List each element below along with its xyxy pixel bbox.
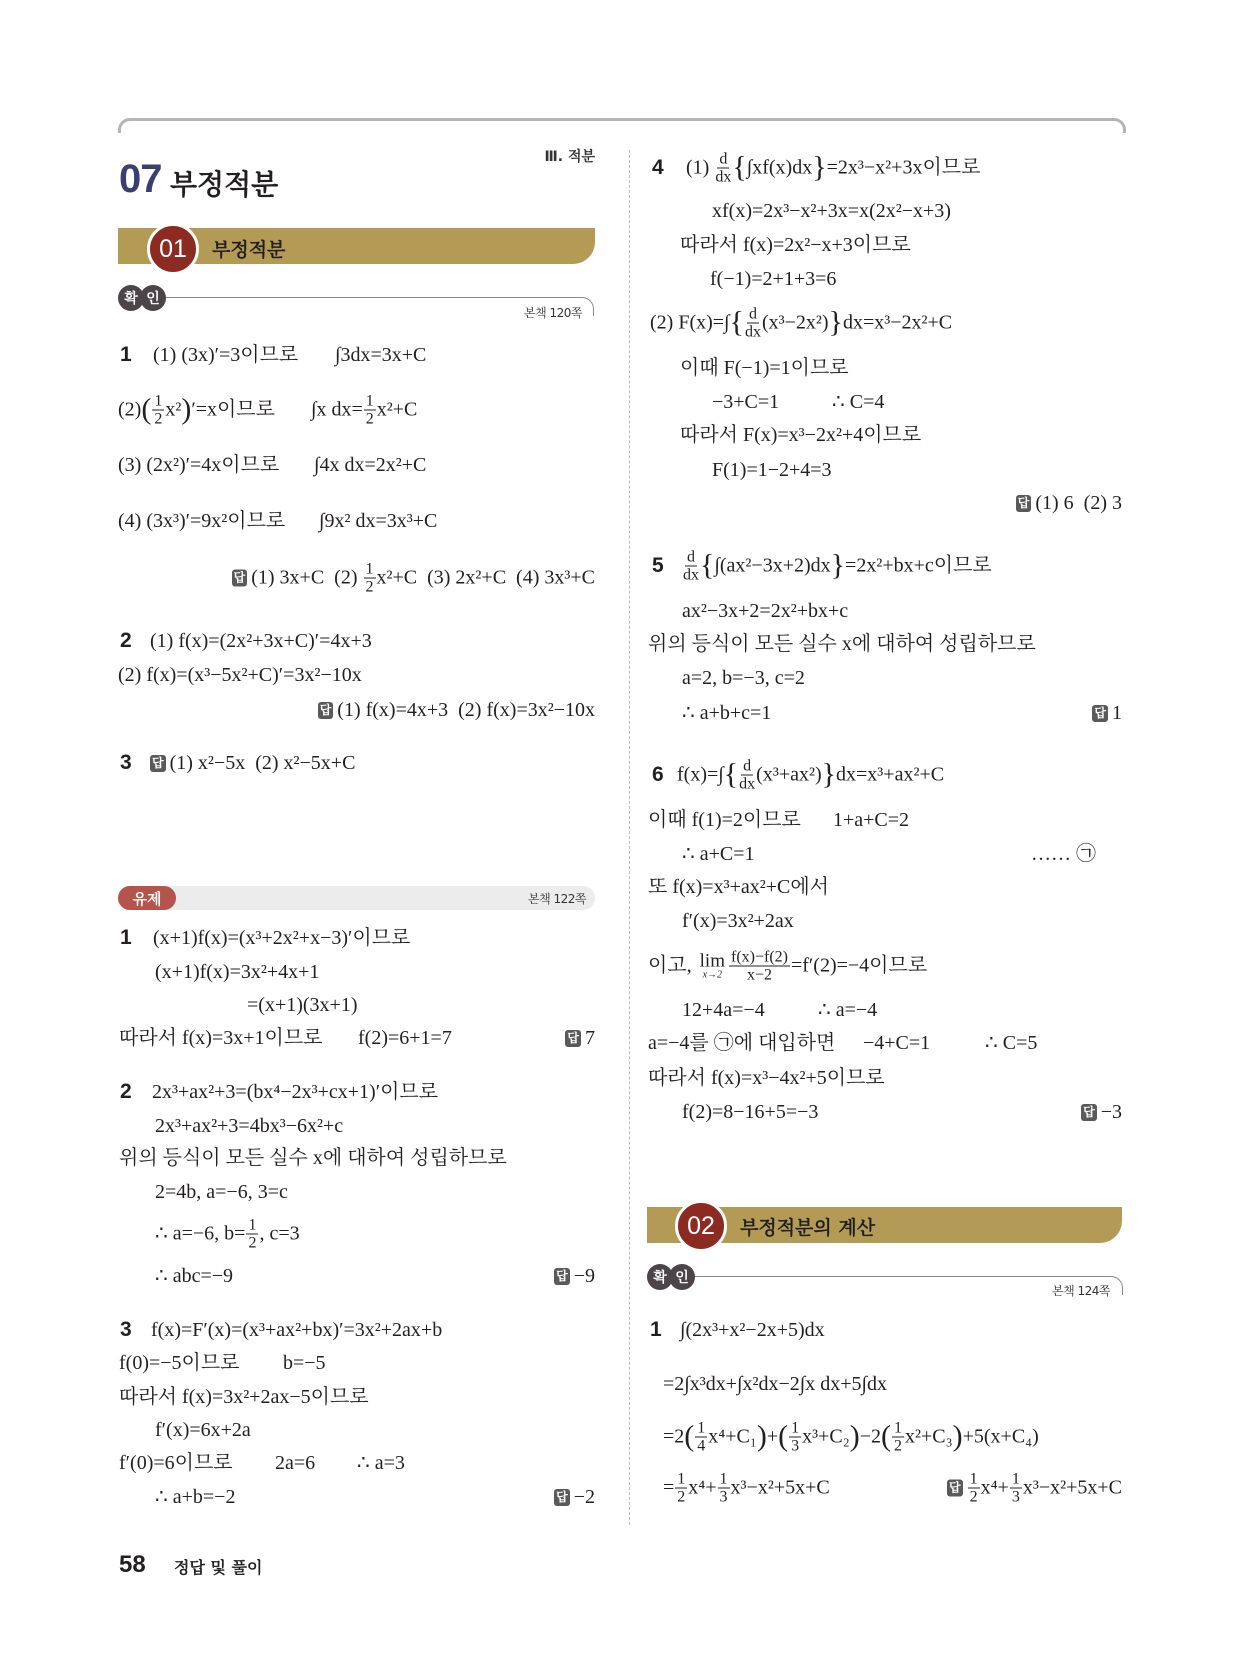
math-text: 12+4a=−4 bbox=[682, 999, 765, 1021]
solution-line bbox=[682, 997, 765, 1023]
badge-char: 인 bbox=[669, 1264, 695, 1290]
fraction bbox=[675, 1471, 687, 1506]
math-text: (2) F(x)=∫ bbox=[650, 311, 730, 334]
math-text: ax²−3x+2=2x²+bx+c bbox=[682, 600, 849, 622]
solution-line bbox=[357, 1450, 405, 1476]
math-text: F(1)=1−2+4=3 bbox=[712, 459, 832, 481]
denominator: 3 bbox=[791, 1437, 800, 1455]
numerator: 1 bbox=[697, 1419, 706, 1437]
fraction bbox=[968, 1471, 980, 1506]
solution-line bbox=[648, 1030, 835, 1056]
solution-line bbox=[358, 1025, 452, 1051]
math-text: x⁴+ bbox=[980, 1476, 1009, 1499]
numerator: 1 bbox=[154, 392, 163, 410]
solution-line bbox=[155, 1113, 343, 1139]
solution-line bbox=[152, 1079, 438, 1105]
math-text: (x+1)f(x)=(x³+2x²+x−3)′이므로 bbox=[153, 927, 411, 949]
math-text: 따라서 f(x)=3x²+2ax−5이므로 bbox=[119, 1386, 369, 1408]
solution-line bbox=[818, 997, 877, 1023]
math-text: f′(x)=3x²+2ax bbox=[682, 910, 794, 932]
answer-line bbox=[1016, 490, 1122, 516]
math-text: 위의 등식이 모든 실수 x에 대하여 성립하므로 bbox=[119, 1147, 507, 1169]
math-text: 따라서 f(x)=3x+1이므로 bbox=[119, 1027, 323, 1049]
math-text: (1) (3x)′=3이므로 bbox=[153, 344, 299, 366]
column-divider bbox=[629, 150, 630, 1525]
math-text: ∫x dx= bbox=[311, 398, 363, 421]
denominator: 4 bbox=[697, 1437, 706, 1455]
math-text: x⁴+C₁ bbox=[708, 1425, 757, 1448]
answer-icon: 답 bbox=[556, 1269, 568, 1283]
denominator: 2 bbox=[365, 410, 374, 428]
numerator: 1 bbox=[677, 1470, 686, 1488]
big-bracket: ( bbox=[778, 1419, 789, 1453]
solution-line bbox=[648, 631, 1036, 657]
big-bracket: ) bbox=[181, 392, 192, 426]
numerator: 1 bbox=[365, 560, 374, 578]
footer-title: 정답 및 풀이 bbox=[174, 1558, 263, 1577]
math-text: f(−1)=2+1+3=6 bbox=[710, 268, 837, 290]
answer-line bbox=[554, 1484, 595, 1510]
math-text: x³−x²+5x+C bbox=[730, 1476, 830, 1499]
solution-line bbox=[680, 355, 849, 381]
fraction bbox=[364, 393, 376, 428]
solution-line bbox=[680, 422, 921, 448]
math-text: (1) f(x)=(2x²+3x+C)′=4x+3 bbox=[150, 630, 372, 652]
answer-icon: 답 bbox=[1083, 1105, 1095, 1119]
math-text: ∴ abc=−9 bbox=[155, 1265, 234, 1287]
math-text: 1 bbox=[1112, 702, 1122, 724]
problem-number: 5 bbox=[652, 554, 664, 577]
section-title-02: 부정적분의 계산 bbox=[740, 1217, 876, 1239]
fraction bbox=[695, 1420, 707, 1455]
math-text: (x+1)f(x)=3x²+4x+1 bbox=[155, 961, 320, 983]
denominator: 2 bbox=[154, 410, 163, 428]
problem-number: 3 bbox=[120, 1318, 132, 1341]
big-bracket: ( bbox=[684, 1419, 695, 1453]
section-number-02: 02 bbox=[675, 1200, 727, 1252]
answer-line bbox=[554, 1263, 595, 1289]
math-text: −4+C=1 bbox=[863, 1032, 931, 1054]
math-text: f′(0)=6이므로 bbox=[119, 1452, 233, 1474]
solution-line bbox=[648, 874, 829, 900]
math-text: ∫(ax²−3x+2)dx bbox=[714, 554, 831, 577]
answer-line bbox=[565, 1025, 595, 1051]
answer-line bbox=[318, 697, 595, 723]
solution-line bbox=[648, 807, 801, 833]
denominator: 2 bbox=[969, 1488, 978, 1506]
math-text: = bbox=[663, 1476, 675, 1499]
math-text: 7 bbox=[585, 1027, 595, 1049]
answer-icon: 답 bbox=[233, 570, 246, 585]
math-text: 2=4b, a=−6, 3=c bbox=[155, 1181, 288, 1203]
numerator: 1 bbox=[894, 1419, 903, 1437]
textbook-page-ref: 본책 124쪽 bbox=[1052, 1284, 1110, 1298]
fraction bbox=[739, 758, 755, 793]
solution-line bbox=[680, 1317, 825, 1343]
solution-line bbox=[275, 1450, 315, 1476]
math-text: (4) (3x³)′=9x²이므로 bbox=[118, 510, 286, 532]
solution-line bbox=[247, 992, 357, 1018]
math-text: ∴ a=−6, b= bbox=[155, 1222, 246, 1245]
fraction bbox=[152, 393, 164, 428]
math-text: xf(x)=2x³−x²+3x=x(2x²−x+3) bbox=[712, 200, 951, 222]
lim-subscript: x→2 bbox=[702, 969, 723, 980]
answer-icon: 답 bbox=[152, 756, 164, 770]
solution-line bbox=[153, 342, 298, 368]
denominator: x−2 bbox=[746, 966, 772, 984]
math-text: +5(x+C₄) bbox=[962, 1425, 1039, 1448]
math-text: f′(x)=6x+2a bbox=[155, 1419, 251, 1441]
fraction bbox=[718, 1471, 730, 1506]
problem-number: 4 bbox=[652, 156, 664, 179]
solution-line bbox=[663, 1471, 830, 1506]
part-label: Ⅲ. 적분 bbox=[544, 149, 595, 165]
answer-icon: 답 bbox=[567, 1031, 579, 1045]
numerator: 1 bbox=[365, 392, 374, 410]
math-text: 따라서 F(x)=x³−2x²+4이므로 bbox=[680, 424, 922, 446]
math-text: −2 bbox=[573, 1486, 595, 1508]
math-text: 이고, bbox=[648, 954, 697, 977]
math-text: ∫9x² dx=3x³+C bbox=[319, 510, 438, 532]
solution-line bbox=[150, 628, 372, 654]
math-text: …… ㉠ bbox=[1031, 843, 1096, 865]
big-bracket: { bbox=[729, 305, 744, 339]
math-text: (1) f(x)=4x+3 (2) f(x)=3x²−10x bbox=[337, 699, 595, 721]
solution-line bbox=[155, 1263, 233, 1289]
math-text: x²+C (3) 2x²+C (4) 3x³+C bbox=[376, 566, 595, 589]
denominator: 2 bbox=[365, 578, 374, 596]
solution-line bbox=[314, 452, 426, 478]
math-text: ∴ a+b=−2 bbox=[155, 1486, 236, 1508]
solution-line bbox=[663, 1371, 887, 1397]
solution-line bbox=[682, 841, 755, 867]
equation-marker bbox=[1031, 841, 1096, 867]
solution-line bbox=[155, 1417, 251, 1443]
math-text: (1) 6 (2) 3 bbox=[1035, 492, 1122, 514]
math-text: (1) x²−5x (2) x²−5x+C bbox=[169, 752, 356, 774]
answer-line bbox=[232, 561, 595, 596]
numerator: d bbox=[743, 757, 752, 775]
solution-line bbox=[119, 1145, 507, 1171]
math-text: 또 f(x)=x³+ax²+C에서 bbox=[648, 876, 829, 898]
math-text: a=2, b=−3, c=2 bbox=[682, 667, 805, 689]
big-bracket: ) bbox=[756, 1419, 767, 1453]
answer-icon: 답 bbox=[1017, 496, 1030, 510]
math-text: (2) f(x)=(x³−5x²+C)′=3x²−10x bbox=[118, 664, 362, 686]
solution-line bbox=[648, 949, 927, 984]
solution-line bbox=[712, 457, 832, 483]
solution-line bbox=[151, 1317, 442, 1343]
math-text: ∫3dx=3x+C bbox=[335, 344, 427, 366]
lim-text: lim bbox=[699, 950, 725, 971]
math-text: x²+C₃ bbox=[905, 1425, 953, 1448]
solution-line bbox=[283, 1350, 326, 1376]
solution-line bbox=[118, 508, 285, 534]
solution-line bbox=[712, 389, 779, 415]
fraction bbox=[892, 1420, 904, 1455]
solution-line bbox=[118, 662, 362, 688]
big-bracket: { bbox=[723, 757, 739, 791]
solution-line bbox=[155, 1484, 235, 1510]
math-text: =2 bbox=[663, 1425, 685, 1448]
math-text: 2x³+ax²+3=4bx³−6x²+c bbox=[155, 1115, 344, 1137]
math-text: −3+C=1 bbox=[712, 391, 780, 413]
solution-line bbox=[155, 1179, 288, 1205]
solution-line bbox=[682, 665, 805, 691]
solution-line bbox=[119, 1384, 369, 1410]
numerator: 1 bbox=[719, 1470, 728, 1488]
solution-line bbox=[311, 393, 417, 428]
math-text: =f′(2)=−4이므로 bbox=[790, 954, 928, 977]
problem-number: 3 bbox=[120, 751, 132, 774]
solution-line bbox=[712, 198, 951, 224]
denominator: 3 bbox=[1011, 1488, 1020, 1506]
solution-line bbox=[863, 1030, 930, 1056]
solution-line bbox=[682, 1099, 818, 1125]
math-text: =(x+1)(3x+1) bbox=[247, 994, 358, 1016]
fraction bbox=[729, 949, 790, 984]
math-text: ∫4x dx=2x²+C bbox=[314, 454, 427, 476]
section-title-01: 부정적분 bbox=[212, 239, 286, 261]
confirm-badge bbox=[647, 1264, 691, 1290]
badge-char: 인 bbox=[140, 285, 166, 311]
math-text: a=−4를 ㉠에 대입하면 bbox=[648, 1032, 836, 1054]
practice-badge: 유제 bbox=[118, 886, 176, 910]
math-text: −3 bbox=[1100, 1101, 1122, 1123]
math-text: (1) bbox=[686, 156, 715, 179]
math-text: =2x³−x²+3x이므로 bbox=[826, 156, 981, 179]
math-text: (x³−2x²) bbox=[761, 311, 829, 334]
math-text: f(0)=−5이므로 bbox=[119, 1352, 240, 1374]
denominator: 2 bbox=[894, 1437, 903, 1455]
solution-line bbox=[319, 508, 437, 534]
math-text: x⁴+ bbox=[688, 1476, 717, 1499]
fraction bbox=[683, 549, 699, 584]
numerator: 1 bbox=[969, 1470, 978, 1488]
badge-char: 확 bbox=[647, 1264, 673, 1290]
math-text: b=−5 bbox=[283, 1352, 326, 1374]
fraction bbox=[789, 1420, 801, 1455]
denominator: 2 bbox=[677, 1488, 686, 1506]
denominator: 2 bbox=[248, 1234, 257, 1252]
solution-line bbox=[710, 266, 836, 292]
fraction bbox=[1010, 1471, 1022, 1506]
math-text: f(x)=∫ bbox=[677, 763, 724, 786]
solution-line bbox=[682, 700, 771, 726]
solution-line bbox=[682, 549, 992, 584]
chapter-title: 부정적분 bbox=[170, 168, 279, 201]
fraction bbox=[745, 306, 761, 341]
solution-line bbox=[682, 598, 848, 624]
numerator: d bbox=[687, 548, 695, 566]
big-bracket: } bbox=[821, 757, 837, 791]
solution-line bbox=[682, 908, 794, 934]
denominator: dx bbox=[683, 566, 699, 584]
big-bracket: } bbox=[828, 305, 843, 339]
solution-line bbox=[119, 1025, 322, 1051]
textbook-page-ref: 본책 122쪽 bbox=[528, 892, 586, 906]
math-text: ∴ a+C=1 bbox=[682, 843, 755, 865]
problem-number: 6 bbox=[652, 763, 664, 786]
big-bracket: } bbox=[830, 548, 846, 582]
big-bracket: } bbox=[812, 150, 827, 184]
denominator: dx bbox=[715, 168, 732, 186]
math-text: x³−x²+5x+C bbox=[1022, 1476, 1122, 1499]
solution-line bbox=[650, 306, 952, 341]
big-bracket: ) bbox=[849, 1419, 860, 1453]
math-text: ∴ C=5 bbox=[985, 1032, 1038, 1054]
answer-line bbox=[1081, 1099, 1122, 1125]
solution-line bbox=[118, 393, 275, 428]
math-text: ′=x이므로 bbox=[191, 398, 275, 421]
math-text: f(2)=6+1=7 bbox=[358, 1027, 452, 1049]
math-text: =2∫x³dx+∫x²dx−2∫x dx+5∫dx bbox=[663, 1373, 888, 1395]
solution-line bbox=[680, 232, 911, 258]
math-text: ∴ a+b+c=1 bbox=[682, 702, 772, 724]
solution-line bbox=[119, 1350, 240, 1376]
solution-line bbox=[155, 1217, 300, 1252]
math-text: (x³+ax²) bbox=[756, 763, 822, 786]
denominator: dx bbox=[744, 323, 761, 341]
math-text: ∴ C=4 bbox=[832, 391, 885, 413]
big-bracket: ( bbox=[881, 1419, 892, 1453]
answer-icon: 답 bbox=[556, 1490, 568, 1504]
solution-line bbox=[335, 342, 426, 368]
solution-line bbox=[663, 1420, 1039, 1455]
denominator: 3 bbox=[719, 1488, 728, 1506]
solution-line bbox=[985, 1030, 1037, 1056]
math-text: 위의 등식이 모든 실수 x에 대하여 성립하므로 bbox=[648, 633, 1036, 655]
math-text: 따라서 f(x)=x³−4x²+5이므로 bbox=[648, 1067, 885, 1089]
answer-icon: 답 bbox=[1094, 706, 1106, 720]
confirm-badge bbox=[118, 285, 162, 311]
problem-number: 1 bbox=[650, 1318, 662, 1341]
textbook-page-ref: 본책 120쪽 bbox=[524, 306, 582, 320]
solution-line bbox=[648, 1065, 885, 1091]
badge-char: 확 bbox=[118, 285, 144, 311]
math-text: 따라서 f(x)=2x²−x+3이므로 bbox=[680, 234, 911, 256]
big-bracket: ) bbox=[952, 1419, 963, 1453]
big-bracket: { bbox=[732, 150, 747, 184]
numerator: f(x)−f(2) bbox=[730, 948, 788, 966]
answer-line bbox=[150, 750, 355, 776]
math-text: f(2)=8−16+5=−3 bbox=[682, 1101, 819, 1123]
solution-line bbox=[832, 389, 884, 415]
solution-line bbox=[677, 758, 944, 793]
fraction bbox=[364, 561, 376, 596]
numerator: d bbox=[748, 305, 757, 323]
numerator: 1 bbox=[248, 1216, 257, 1234]
problem-number: 1 bbox=[120, 343, 132, 366]
chapter-number: 07 bbox=[119, 157, 162, 201]
math-text: 1+a+C=2 bbox=[833, 809, 910, 831]
solution-line bbox=[119, 1450, 233, 1476]
math-text: −2 bbox=[859, 1425, 882, 1448]
page-number: 58 bbox=[119, 1551, 146, 1578]
problem-number: 2 bbox=[120, 1080, 132, 1103]
numerator: 1 bbox=[1011, 1470, 1020, 1488]
math-text: 2x³+ax²+3=(bx⁴−2x³+cx+1)′이므로 bbox=[152, 1081, 439, 1103]
denominator: dx bbox=[739, 775, 756, 793]
math-text: + bbox=[766, 1425, 779, 1448]
math-text: ∴ a=3 bbox=[357, 1452, 405, 1474]
fraction bbox=[715, 151, 731, 186]
section-number-01: 01 bbox=[147, 223, 199, 275]
math-text: 2a=6 bbox=[275, 1452, 316, 1474]
math-text: dx=x³+ax²+C bbox=[836, 763, 945, 786]
answer-line bbox=[947, 1471, 1122, 1506]
math-text: x² bbox=[165, 398, 182, 421]
numerator: 1 bbox=[791, 1419, 800, 1437]
math-text: x²+C bbox=[376, 398, 418, 421]
problem-number: 2 bbox=[120, 629, 132, 652]
limit bbox=[700, 952, 725, 980]
answer-line bbox=[1092, 700, 1122, 726]
numerator: d bbox=[719, 150, 728, 168]
math-text: dx=x³−2x²+C bbox=[842, 311, 953, 334]
answer-icon: 답 bbox=[948, 1480, 961, 1495]
math-text: f(x)=F′(x)=(x³+ax²+bx)′=3x²+2ax+b bbox=[151, 1319, 443, 1341]
math-text: ∴ a=−4 bbox=[818, 999, 878, 1021]
math-text: x³+C₂ bbox=[802, 1425, 850, 1448]
math-text: (1) 3x+C (2) bbox=[251, 566, 363, 589]
big-bracket: ( bbox=[141, 392, 152, 426]
big-bracket: { bbox=[700, 548, 715, 582]
solution-line bbox=[833, 807, 909, 833]
solution-line bbox=[153, 925, 410, 951]
math-text: (2) bbox=[118, 398, 142, 421]
math-text: (3) (2x²)′=4x이므로 bbox=[118, 454, 280, 476]
fraction bbox=[246, 1217, 258, 1252]
math-text: , c=3 bbox=[259, 1222, 300, 1245]
practice-bar bbox=[118, 886, 595, 910]
math-text: =2x²+bx+c이므로 bbox=[845, 554, 992, 577]
problem-number: 1 bbox=[120, 926, 132, 949]
math-text: ∫(2x³+x²−2x+5)dx bbox=[680, 1319, 825, 1341]
math-text: ∫xf(x)dx bbox=[746, 156, 813, 179]
solution-line bbox=[686, 151, 980, 186]
answer-icon: 답 bbox=[319, 703, 332, 717]
math-text: −9 bbox=[573, 1265, 595, 1287]
solution-line bbox=[118, 452, 279, 478]
solution-line bbox=[155, 959, 319, 985]
math-text: 이때 f(1)=2이므로 bbox=[648, 809, 801, 831]
top-rule bbox=[118, 118, 1126, 133]
math-text: 이때 F(−1)=1이므로 bbox=[680, 357, 849, 379]
